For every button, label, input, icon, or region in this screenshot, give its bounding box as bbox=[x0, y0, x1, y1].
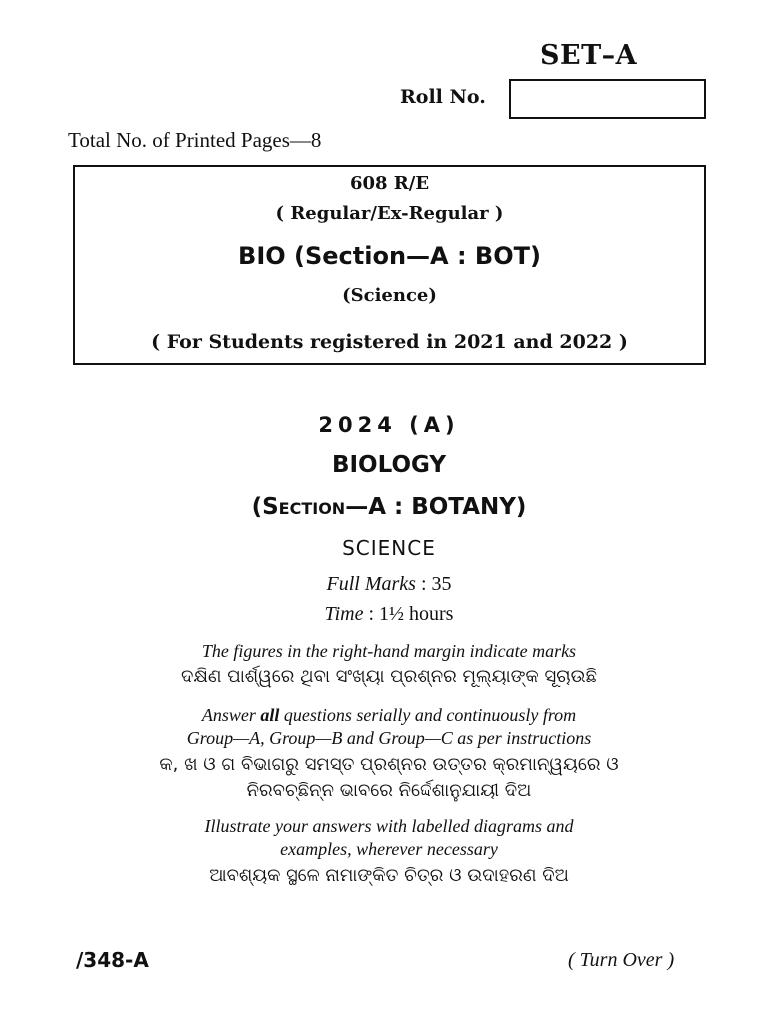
paper-info-box bbox=[73, 165, 706, 365]
turn-over-note: ( Turn Over ) bbox=[568, 949, 675, 971]
answer-post: questions serially and continuously from bbox=[279, 705, 577, 725]
instruction-answer-odia-line2: ନିରବଚ୍ଛିନ୍ନ ଭାବରେ ନିର୍ଦ୍ଦେଶାନୁଯାୟୀ ଦିଅ bbox=[246, 780, 532, 801]
full-marks-value: : 35 bbox=[415, 573, 452, 595]
instruction-illustrate-english-line1: Illustrate your answers with labelled diagrams and bbox=[204, 816, 574, 836]
instruction-illustrate-odia: ଆବଶ୍ୟକ ସ୍ଥଳେ ନାମାଙ୍କିତ ଚିତ୍ର ଓ ଉଦାହରଣ ଦିଅ bbox=[209, 865, 569, 886]
instruction-answer-english-line1 bbox=[0, 705, 768, 726]
set-label: SET–A bbox=[540, 40, 638, 71]
exam-year: 2024 (A) bbox=[318, 413, 460, 437]
instruction-answer-english-line2: Group—A, Group—B and Group—C as per instructions bbox=[186, 728, 592, 748]
stream-label: (Science) bbox=[342, 285, 437, 306]
answer-all-emphasis: all bbox=[260, 705, 280, 725]
full-marks bbox=[0, 573, 768, 596]
answer-pre: Answer bbox=[201, 705, 261, 725]
total-printed-pages: Total No. of Printed Pages—8 bbox=[68, 128, 322, 152]
section-open-paren: ( bbox=[251, 494, 263, 520]
instruction-illustrate-english-line2: examples, wherever necessary bbox=[280, 839, 498, 859]
instruction-margin-english: The figures in the right-hand margin indicate marks bbox=[201, 641, 577, 661]
instruction-margin-odia: ଦକ୍ଷିଣ ପାର୍ଶ୍ୱରେ ଥିବା ସଂଖ୍ୟା ପ୍ରଶ୍ନର ମୂଲ୍ୟାଙ୍କ ସୂଚାଉଛି bbox=[180, 666, 598, 687]
section-rest: —A : BOTANY) bbox=[345, 494, 527, 520]
subject-title: BIOLOGY bbox=[331, 452, 447, 478]
footer-paper-code: /348-A bbox=[76, 948, 149, 972]
time-allowed bbox=[0, 603, 768, 626]
stream-title: SCIENCE bbox=[342, 536, 436, 560]
subject-code: BIO (Section—A : BOT) bbox=[238, 242, 541, 270]
paper-code: 608 R/E bbox=[349, 173, 430, 194]
roll-number-box[interactable] bbox=[509, 79, 706, 119]
time-label: Time bbox=[324, 603, 364, 625]
section-title bbox=[0, 494, 768, 520]
section-word: Section bbox=[262, 494, 346, 520]
registration-note: ( For Students registered in 2021 and 2022 ) bbox=[151, 331, 628, 353]
roll-number-label: Roll No. bbox=[400, 86, 486, 108]
time-value: : 1½ hours bbox=[363, 603, 454, 625]
full-marks-label: Full Marks bbox=[326, 573, 416, 595]
candidate-type: ( Regular/Ex-Regular ) bbox=[275, 203, 504, 224]
instruction-answer-odia-line1: କ, ଖ ଓ ଗ ବିଭାଗରୁ ସମସ୍ତ ପ୍ରଶ୍ନର ଉତ୍ତର କ୍ରମାନ୍ୱୟରେ ଓ bbox=[159, 754, 619, 775]
